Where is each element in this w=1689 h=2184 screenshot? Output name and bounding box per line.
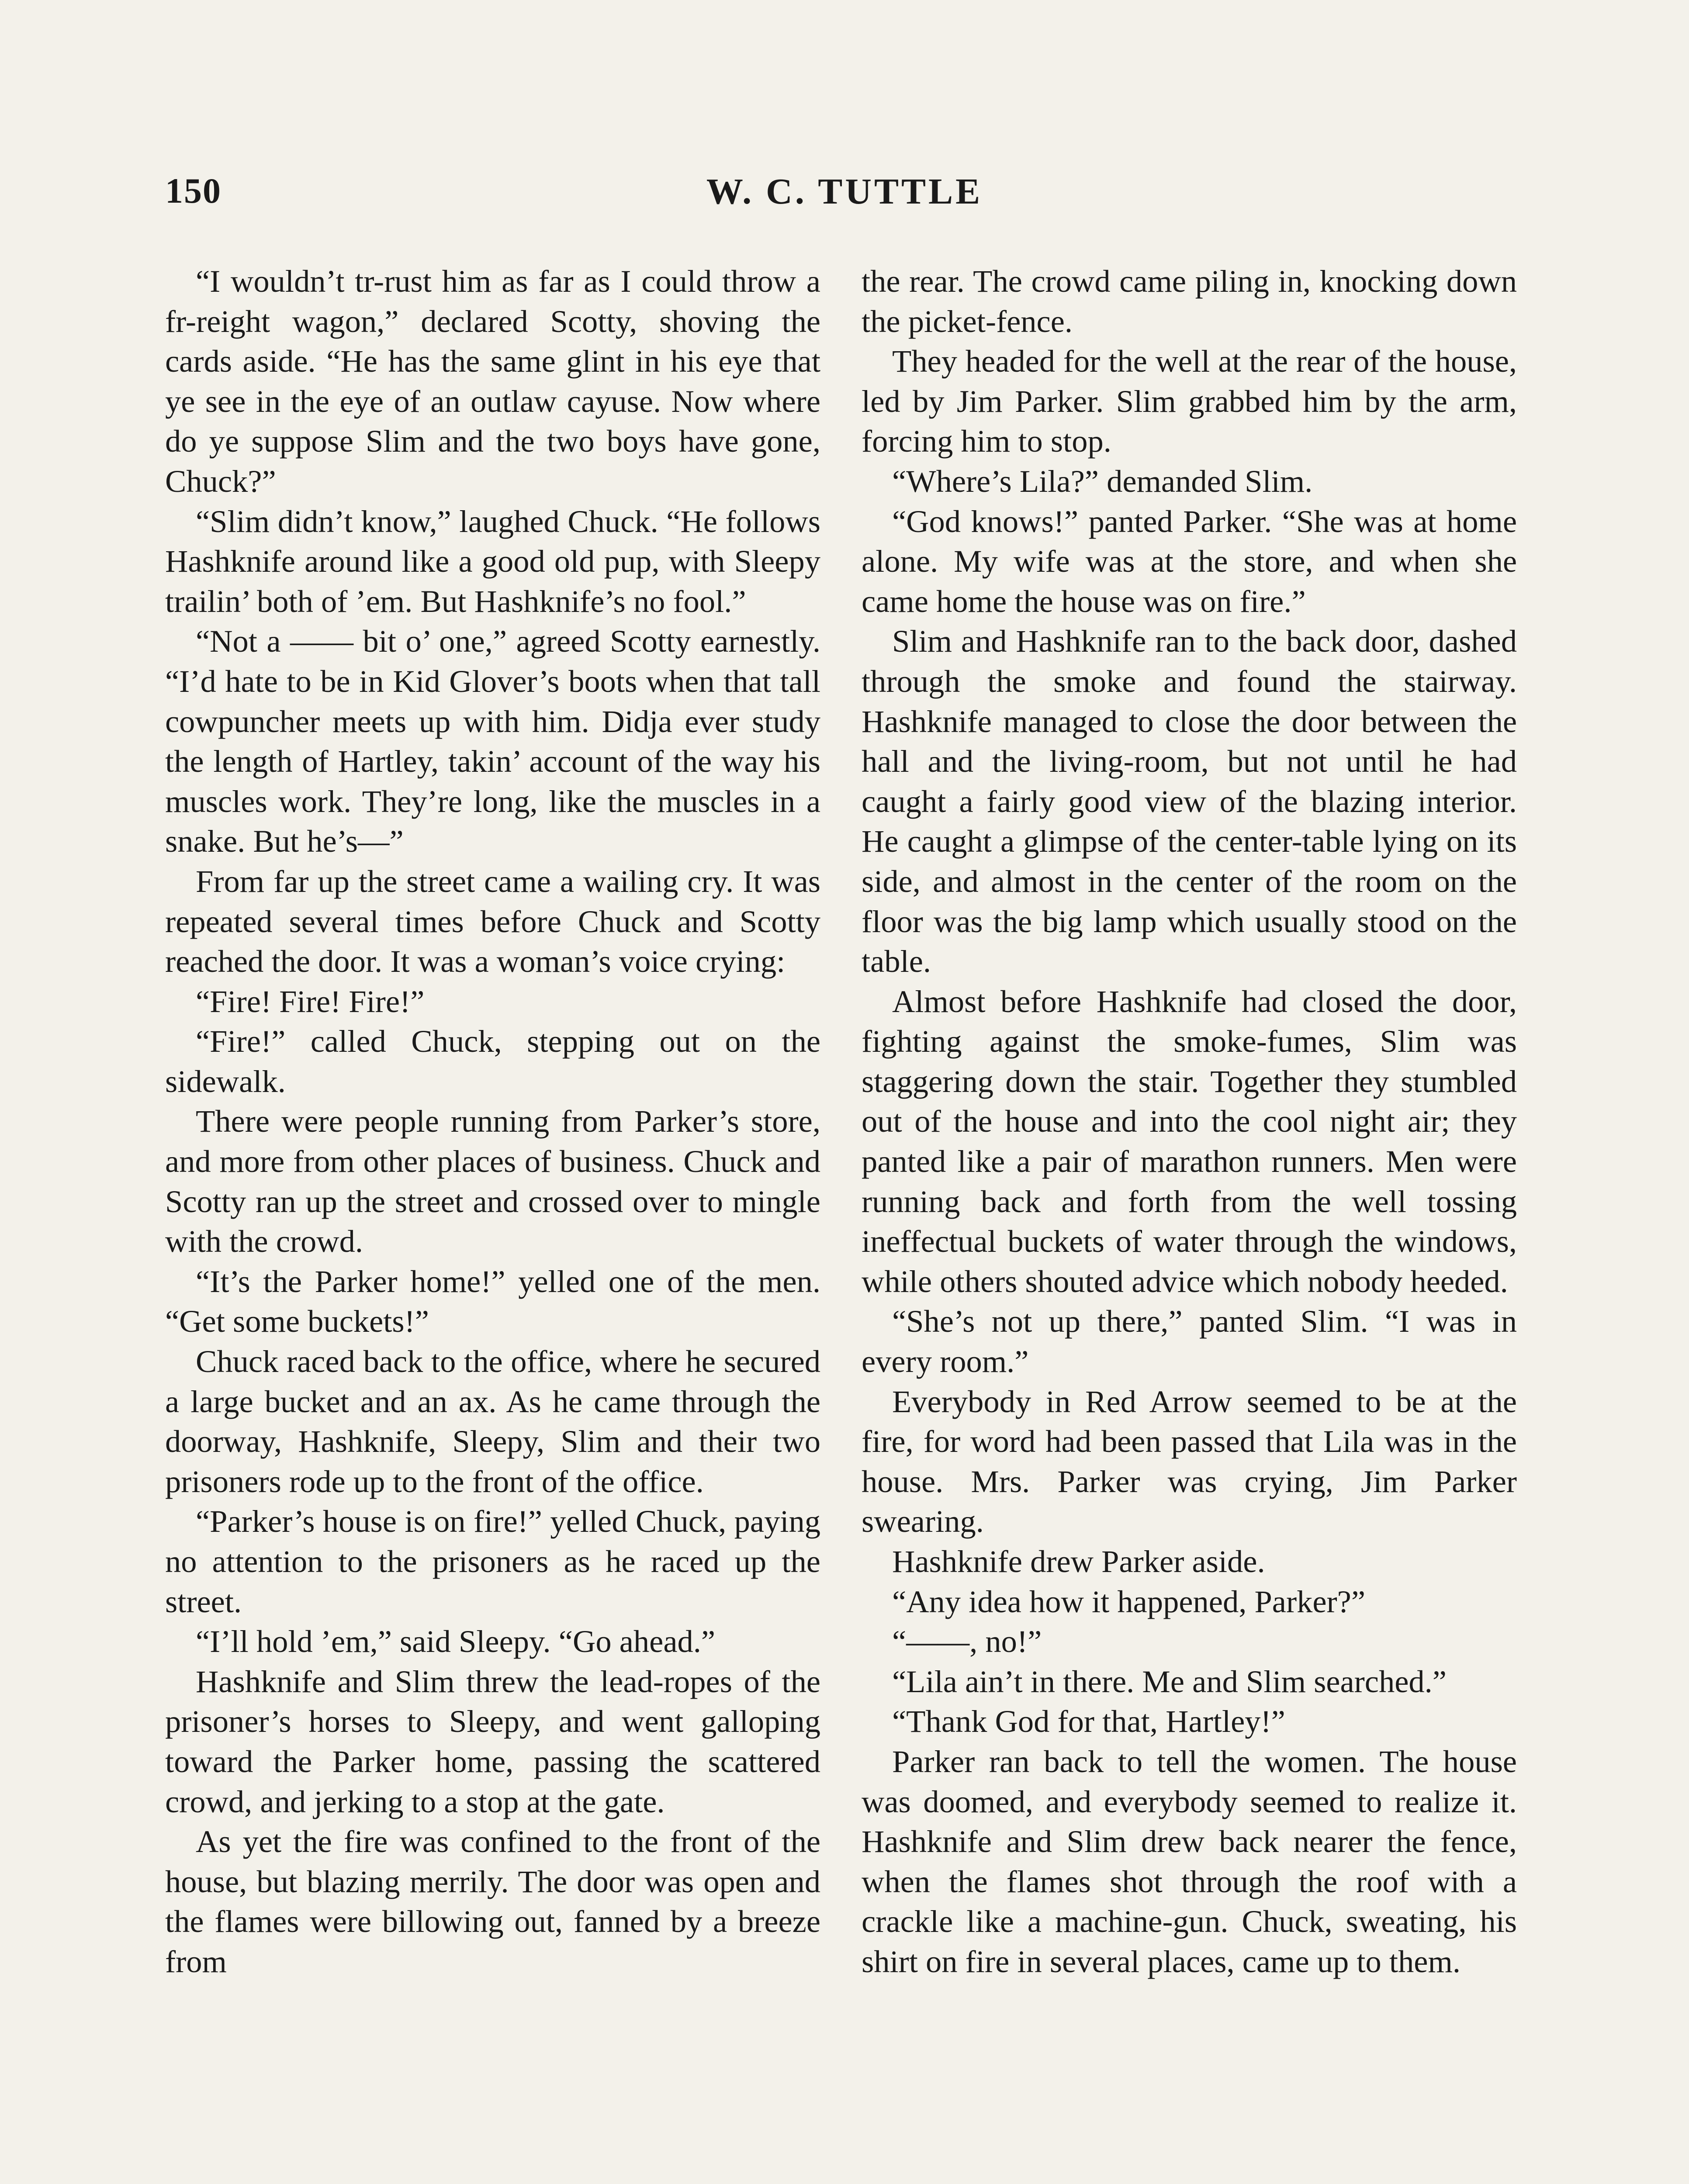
page-header (165, 170, 1524, 232)
paragraph: “I wouldn’t tr-rust him as far as I could throw a fr-reight wagon,” declared Scotty, shoving the cards aside. “He has the same glint in his eye that ye see in the eye of an outlaw cayuse. Now where do ye suppose Slim and the two boys have gone, Chuck?” (165, 263, 820, 499)
paragraph: They headed for the well at the rear of the house, led by Jim Parker. Slim grabbed him by the arm, forcing him to stop. (862, 343, 1517, 459)
paragraph: “Fire!” called Chuck, stepping out on the sidewalk. (165, 1023, 820, 1099)
paragraph: Hashknife and Slim threw the lead-ropes of the prisoner’s horses to Sleepy, and went galloping toward the Parker home, passing the scattered crowd, and jerking to a stop at the gate. (165, 1663, 820, 1819)
paragraph: Parker ran back to tell the women. The house was doomed, and everybody seemed to realize it. Hashknife and Slim drew back nearer the fence, when the flames shot through the roof with a crackle like a machine-gun. Chuck, sweating, his shirt on fire in several places, came up to them. (862, 1743, 1517, 1979)
paragraph: Everybody in Red Arrow seemed to be at the fire, for word had been passed that Lila was in the house. Mrs. Parker was crying, Jim Parker swearing. (862, 1383, 1517, 1539)
paragraph: “——, no!” (892, 1624, 1042, 1659)
paragraph: “It’s the Parker home!” yelled one of the men. “Get some buckets!” (165, 1263, 820, 1339)
paragraph: “Slim didn’t know,” laughed Chuck. “He follows Hashknife around like a good old pup, with Sleepy trailin’ both of ’em. But Hashknife’s no fool.” (165, 503, 820, 619)
paragraph: “I’ll hold ’em,” said Sleepy. “Go ahead.” (196, 1624, 716, 1659)
paragraph: “Any idea how it happened, Parker?” (892, 1583, 1366, 1619)
paragraph: “God knows!” panted Parker. “She was at home alone. My wife was at the store, and when she came home the house was on fire.” (862, 503, 1517, 619)
paragraph: From far up the street came a wailing cry. It was repeated several times before Chuck and Scotty reached the door. It was a woman’s voice crying: (165, 863, 820, 979)
paragraph-continuation: the rear. The crowd came piling in, knocking down the picket-fence. (862, 263, 1517, 339)
paragraph: “Thank God for that, Hartley!” (892, 1704, 1285, 1739)
paragraph: Chuck raced back to the office, where he secured a large bucket and an ax. As he came through the doorway, Hashknife, Sleepy, Slim and their two prisoners rode up to the front of the office. (165, 1344, 820, 1499)
paragraph: Hashknife drew Parker aside. (892, 1544, 1265, 1579)
paragraph: Slim and Hashknife ran to the back door, dashed through the smoke and found the stairway. Hashknife managed to close the door between the hall and the living-room, but not until he had caught a fairly good view of the blazing interior. He caught a glimpse of the center-table lying on its side, and almost in the center of the room on the floor was the big lamp which usually stood on the table. (862, 623, 1517, 979)
running-head: W. C. TUTTLE (706, 171, 983, 212)
paragraph: “Where’s Lila?” demanded Slim. (892, 463, 1313, 499)
paragraph: “Fire! Fire! Fire!” (196, 983, 425, 1019)
page-number: 150 (165, 171, 222, 211)
text-column-right (862, 261, 1517, 1982)
paragraph: “Lila ain’t in there. Me and Slim searched.” (892, 1663, 1447, 1699)
paragraph: As yet the fire was confined to the front of the house, but blazing merrily. The door was open and the flames were billowing out, fanned by a breeze from (165, 1824, 820, 1979)
paragraph: “Parker’s house is on fire!” yelled Chuck, paying no attention to the prisoners as he raced up the street. (165, 1503, 820, 1619)
paragraph: “She’s not up there,” panted Slim. “I was in every room.” (862, 1303, 1517, 1379)
text-column-left (165, 261, 820, 1982)
paragraph: There were people running from Parker’s store, and more from other places of business. Chuck and Scotty ran up the street and crossed over to mingle with the crowd. (165, 1103, 820, 1259)
paragraph: “Not a —— bit o’ one,” agreed Scotty earnestly. “I’d hate to be in Kid Glover’s boots when that tall cowpuncher meets up with him. Didja ever study the length of Hartley, takin’ account of the way his muscles work. They’re long, like the muscles in a snake. But he’s—” (165, 623, 820, 859)
paragraph: Almost before Hashknife had closed the door, fighting against the smoke-fumes, Slim was staggering down the stair. Together they stumbled out of the house and into the cool night air; they panted like a pair of marathon runners. Men were running back and forth from the well tossing ineffectual buckets of water through the windows, while others shouted advice which nobody heeded. (862, 983, 1517, 1299)
